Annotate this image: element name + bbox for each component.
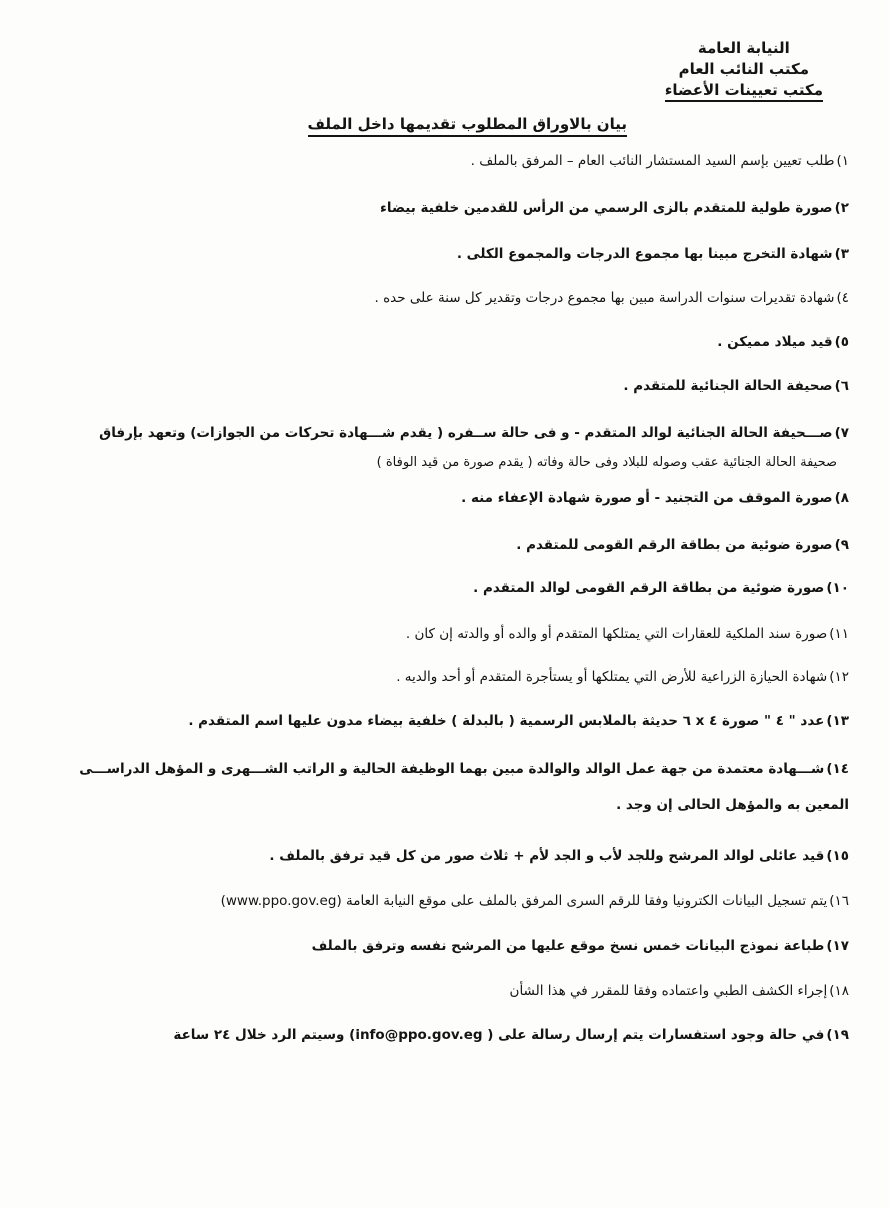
item-text: صورة سند الملكية للعقارات التي يمتلكها المتقدم أو والده أو والدته إن كان . — [405, 626, 828, 642]
letterhead-authority: النيابة العامة — [697, 39, 790, 57]
item-text: يتم تسجيل البيانات الكترونيا وفقا للرقم السرى المرفق بالملف على موقع النيابة العامة (www.ppo.gov.eg) — [220, 893, 828, 909]
item-text: طلب تعيين بإسم السيد المستشار النائب العام – المرفق بالملف . — [470, 153, 835, 169]
list-item-1 — [471, 151, 849, 171]
item-text: صورة ضوئية من بطاقة الرقم القومى للمتقدم . — [516, 537, 833, 553]
list-item-7 — [99, 423, 849, 443]
list-item-12 — [396, 667, 849, 687]
item-number: ١٨) — [829, 983, 849, 999]
item-number: ١٣) — [826, 713, 849, 729]
item-text: في حالة وجود استفسارات يتم إرسال رسالة على ( info@ppo.gov.eg) وسيتم الرد خلال ٢٤ ساعة — [173, 1027, 825, 1043]
item-text: صورة الموقف من التجنيد - أو صورة شهادة الإعفاء منه . — [461, 490, 833, 506]
item-number: ١٩) — [826, 1027, 849, 1043]
list-item-3 — [457, 244, 849, 264]
letterhead — [665, 38, 823, 101]
list-item-15 — [269, 846, 849, 866]
list-item-17 — [312, 936, 849, 956]
list-item-9 — [516, 535, 849, 555]
list-item-13 — [188, 711, 849, 731]
item-text: شهادة الحيازة الزراعية للأرض التي يمتلكها أو يستأجرة المتقدم أو أحد والديه . — [396, 669, 828, 685]
item-number: ١١) — [829, 626, 849, 642]
list-item-11 — [406, 624, 849, 644]
item-number: ٧) — [834, 425, 849, 441]
letterhead-department: مكتب تعيينات الأعضاء — [665, 81, 823, 102]
item-number: ٨) — [834, 490, 849, 506]
list-item-19 — [173, 1025, 849, 1045]
item-number: ٦) — [834, 378, 849, 394]
item-number: ١) — [836, 153, 849, 169]
item-number: ١٠) — [826, 580, 849, 596]
list-item-10 — [473, 578, 849, 598]
list-item-5 — [717, 332, 849, 352]
item-number: ٣) — [834, 246, 849, 262]
item-number: ١٥) — [826, 848, 849, 864]
list-item-4 — [375, 288, 849, 308]
letterhead-office: مكتب النائب العام — [678, 60, 810, 78]
item-number: ٥) — [834, 334, 849, 350]
list-item-6 — [623, 376, 849, 396]
item-text: صورة طولية للمتقدم بالزى الرسمي من الرأس للقدمين خلفية بيضاء — [379, 200, 833, 216]
item-number: ١٧) — [826, 938, 849, 954]
item-text: إجراء الكشف الطبي واعتماده وفقا للمقرر في هذا الشأن — [509, 983, 828, 999]
item-number: ٢) — [834, 200, 849, 216]
item-text: قيد ميلاد مميكن . — [717, 334, 833, 350]
list-item-7-continuation: صحيفة الحالة الجنائية عقب وصوله للبلاد وفى حالة وفاته ( يقدم صورة من قيد الوفاة ) — [376, 455, 837, 470]
list-item-8 — [461, 488, 849, 508]
item-number: ٤) — [836, 290, 849, 306]
list-item-14 — [39, 751, 849, 823]
item-text: صـــحيفة الحالة الجنائية لوالد المتقدم - و فى حالة ســفره ( يقدم شـــهادة تحركات من الجوازات) وتعهد بإرفاق — [99, 425, 833, 441]
item-text: طباعة نموذج البيانات خمس نسخ موقع عليها من المرشح نفسه وترفق بالملف — [311, 938, 825, 954]
item-number: ٩) — [834, 537, 849, 553]
item-text: عدد " ٤ " صورة ٤ x ٦ حديثة بالملابس الرسمية ( بالبدلة ) خلفية بيضاء مدون عليها اسم المتقدم . — [188, 713, 825, 729]
document-title: بيان بالاوراق المطلوب تقديمها داخل الملف — [308, 115, 627, 137]
item-number: ١٦) — [829, 893, 849, 909]
item-text: صحيفة الحالة الجنائية للمتقدم . — [623, 378, 833, 394]
item-number: ١٤) — [826, 761, 849, 777]
item-text: شهادة تقديرات سنوات الدراسة مبين بها مجموع درجات وتقدير كل سنة على حده . — [374, 290, 835, 306]
item-number: ١٢) — [829, 669, 849, 685]
item-text: قيد عائلى لوالد المرشح وللجد لأب و الجد لأم + ثلاث صور من كل قيد ترفق بالملف . — [269, 848, 825, 864]
item-text: شهادة التخرج مبينا بها مجموع الدرجات والمجموع الكلى . — [456, 246, 833, 262]
item-text: صورة ضوئية من بطاقة الرقم القومى لوالد المتقدم . — [473, 580, 825, 596]
list-item-2 — [380, 198, 849, 218]
list-item-16 — [221, 891, 849, 911]
item-text: شـــهادة معتمدة من جهة عمل الوالد والوالدة مبين بهما الوظيفة الحالية و الراتب الشـــهرى و المؤهل الدراســـى المعين به والمؤهل الحالى إن وجد . — [79, 761, 849, 813]
list-item-18 — [510, 981, 849, 1001]
